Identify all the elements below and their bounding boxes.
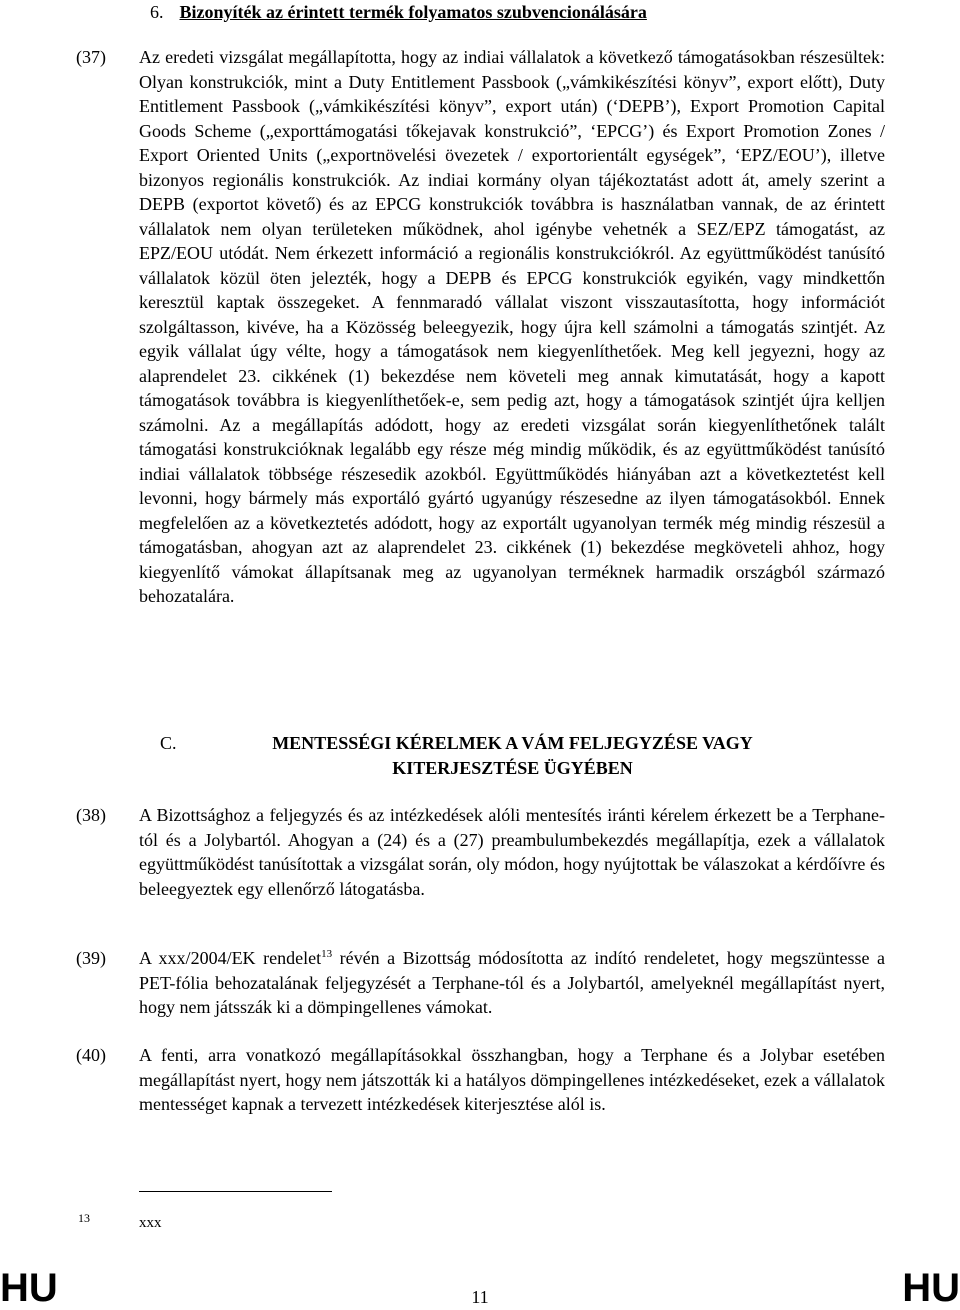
- paragraph-number: (40): [76, 1045, 106, 1065]
- paragraph-text: Az eredeti vizsgálat megállapította, hogy az indiai vállalatok a következő támogatásokban részesültek: Olyan konstrukciók, mint a Duty Entitlement Passbook („vámkikészítési könyv”, export előtt), Duty Entitlement Passbook („vámkikészítési könyv”, export után) (‘DEPB’), Export Promotion Capital Goods Scheme („exporttámogatási tőkejavak konstrukció”, ‘EPCG’) és Export Promotion Zones / Export Oriented Units („exportnövelési övezetek / exportorientált egységek”, ‘EPZ/EOU’), illetve bizonyos regionális konstrukciók. Az indiai kormány olyan tájékoztatást adott át, amely szerint a DEPB (exportot követő) és az EPCG konstrukciók továbbra is használatban vannak, de az érintett vállalatok nem olyan területeken működnek, ahol igénybe vehetnék a SEZ/EPZ támogatást, az EPZ/EOU utódát. Nem érkezett információ a regionális konstrukciókról. Az együttműködést tanúsító vállalatok közül öten jelezték, hogy a DEPB és EPCG konstrukciók egyikén, vagy mindkettőn keresztül kaptak összegeket. A fennmaradó vállalat viszont visszautasította, hogy információt szolgáltasson, kivéve, ha a Közösség beleegyezik, hogy újra kell számolni a támogatás szintjét. Az egyik vállalat úgy vélte, hogy a támogatások nem kiegyenlíthetőek. Meg kell jegyezni, hogy az alaprendelet 23. cikkének (1) bekezdése nem követeli meg annak kimutatását, hogy a kapott támogatások továbbra is kiegyenlíthetőek-e, sem pedig azt, hogy a támogatások szintjét újra kelljen számolni. Az a megállapítás adódott, hogy az eredeti vizsgálat során kiegyenlíthetőnek talált támogatási konstrukcióknak legalább egy része még mindig működik, és az együttműködést tanúsító indiai vállalatok többsége részesedik azokból. Együttműködés hiányában azt a következtetést kell levonni, hogy bármely más exportáló gyártó ugyanúgy részesedne az ilyen támogatásokból. Ennek megfelelően az a következtetés adódott, hogy az exportált ugyanolyan termék még mindig részesül a támogatásban, ahogyan azt az alaprendelet 23. cikkének (1) bekezdése megköveteli ahhoz, hogy kiegyenlítő vámokat állapítsanak meg az ugyanolyan terméknek harmadik országból származó behozatalára.: [139, 47, 885, 606]
- page-number: 11: [471, 1287, 489, 1307]
- paragraph-number: (38): [76, 805, 106, 825]
- footnote-text: xxx: [139, 1215, 162, 1231]
- section-heading-number: 6.: [150, 2, 164, 22]
- footnote-number: 13: [78, 1211, 90, 1225]
- section-heading-title: Bizonyíték az érintett termék folyamatos szubvencionálására: [179, 2, 647, 22]
- section-c-title-line1: MENTESSÉGI KÉRELMEK A VÁM FELJEGYZÉSE VAGY: [272, 733, 753, 753]
- language-code-left: HU: [0, 1266, 58, 1310]
- section-c-title-line2: KITERJESZTÉSE ÜGYÉBEN: [392, 758, 633, 778]
- section-c-letter: C.: [160, 733, 177, 753]
- section-c-title: [225, 731, 800, 781]
- paragraph-number: (37): [76, 47, 106, 67]
- paragraph-text: A Bizottsághoz a feljegyzés és az intézkedések alóli mentesítés iránti kérelem érkezett be a Terphane-tól és a Jolybartól. Ahogyan a (24) és a (27) preambulumbekezdés megállapítja, ezek a vállalatok együttműködést tanúsítottak a vizsgálat során, oly módon, hogy nyújtottak be válaszokat a kérdőívre és beleegyeztek egy ellenőrző látogatásba.: [139, 805, 885, 899]
- footnote-reference[interactable]: 13: [321, 948, 333, 960]
- paragraph-text-before: A xxx/2004/EK rendelet: [139, 948, 322, 968]
- language-code-right: HU: [902, 1266, 960, 1310]
- paragraph-text: A fenti, arra vonatkozó megállapításokkal összhangban, hogy a Terphane és a Jolybar esetében megállapítást nyert, hogy nem játszották ki a hatályos dömpingellenes intézkedéseket, ezek a vállalatok mentességet kapnak a tervezett intézkedések kiterjesztése alól is.: [139, 1045, 885, 1114]
- paragraph-text-after: révén a Bizottság módosította az indító rendeletet, hogy megszüntesse a PET-fólia behozatalának feljegyzését a Terphane-tól és a Jolybartól, amelyeknél megállapítást nyert, hogy nem játsszák ki a dömpingellenes vámokat.: [139, 948, 885, 1017]
- section-heading: [150, 0, 647, 24]
- paragraph-text: [139, 946, 885, 1020]
- footnote-divider: [139, 1191, 332, 1192]
- paragraph-number: (39): [76, 948, 106, 968]
